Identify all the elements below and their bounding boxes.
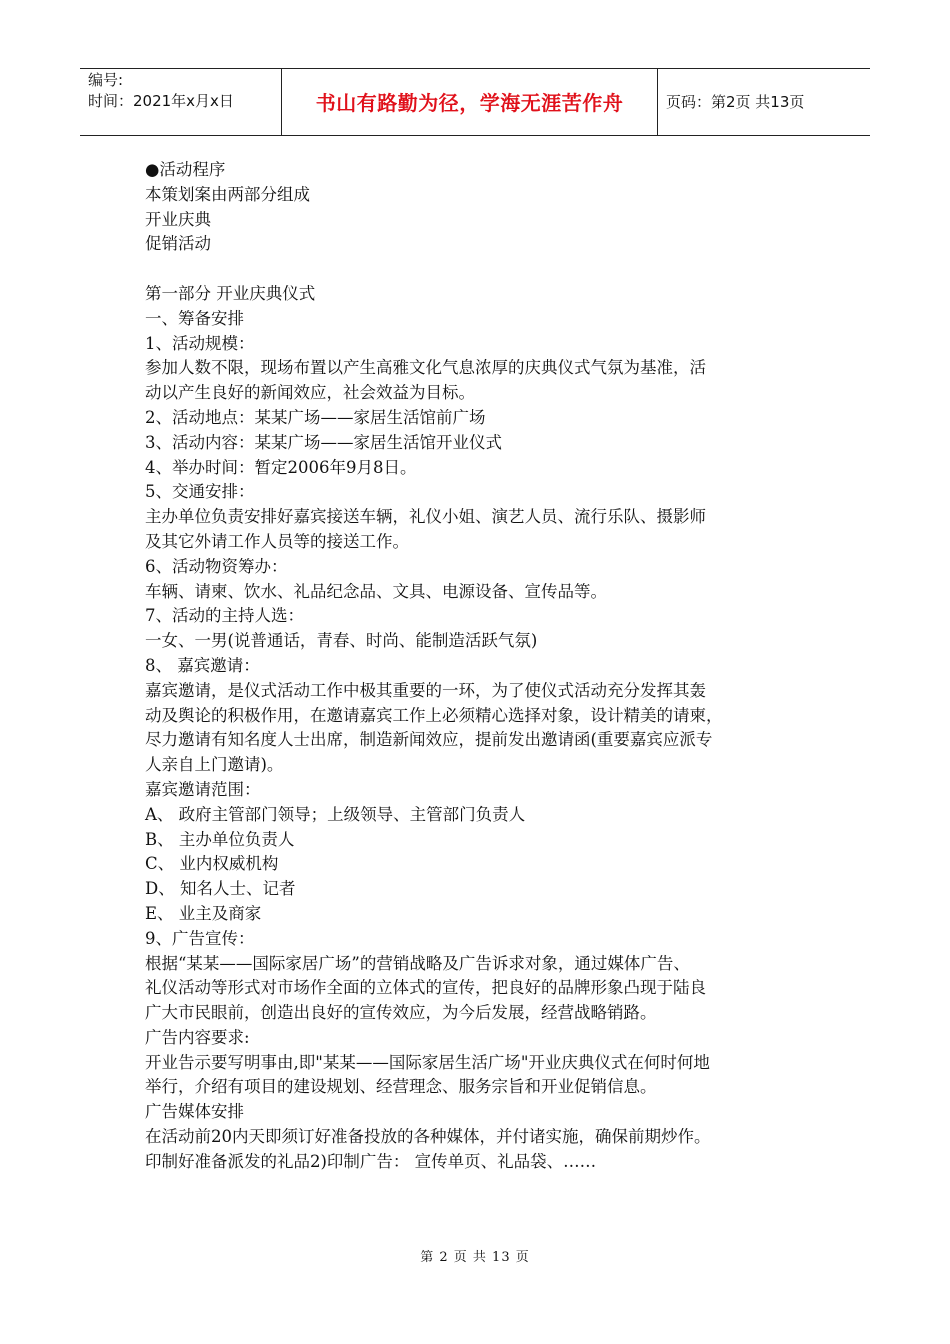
body-line: 广大市民眼前，创造出良好的宣传效应，为今后发展，经营战略销路。 <box>145 1003 657 1023</box>
body-line: 印制好准备派发的礼品2)印制广告： 宣传单页、礼品袋、…… <box>145 1151 597 1171</box>
body-line: 第一部分 开业庆典仪式 <box>145 283 316 303</box>
body-line: 1、活动规模： <box>145 333 255 353</box>
body-line: A、 政府主管部门领导；上级领导、主管部门负责人 <box>145 804 526 824</box>
header-meta <box>88 70 278 112</box>
body-line: 广告内容要求: <box>145 1027 250 1047</box>
body-line: 8、 嘉宾邀请： <box>145 655 260 675</box>
body-line: 开业庆典 <box>145 209 211 229</box>
body-line: 促销活动 <box>145 234 211 254</box>
body-line: 嘉宾邀请，是仪式活动工作中极其重要的一环，为了使仪式活动充分发挥其轰 <box>145 680 706 700</box>
body-line: 一、筹备安排 <box>145 308 244 328</box>
body-line: 6、活动物资筹办： <box>145 556 288 576</box>
body-line: 及其它外请工作人员等的接送工作。 <box>145 531 409 551</box>
body-line: 本策划案由两部分组成 <box>145 184 310 204</box>
document-body <box>145 158 810 1175</box>
blank-line <box>145 257 810 282</box>
body-line: 3、活动内容：某某广场——家居生活馆开业仪式 <box>145 432 502 452</box>
body-line: 广告媒体安排 <box>145 1102 244 1122</box>
header-number-label: 编号: <box>88 71 124 89</box>
body-line: 礼仪活动等形式对市场作全面的立体式的宣传，把良好的品牌形象凸现于陆良 <box>145 978 706 998</box>
body-line: 尽力邀请有知名度人士出席，制造新闻效应，提前发出邀请函(重要嘉宾应派专 <box>145 730 713 750</box>
body-line: 嘉宾邀请范围： <box>145 779 261 799</box>
body-line: 5、交通安排： <box>145 482 255 502</box>
body-line: 车辆、请柬、饮水、礼品纪念品、文具、电源设备、宣传品等。 <box>145 581 607 601</box>
body-line: E、 业主及商家 <box>145 903 262 923</box>
body-line: 7、活动的主持人选： <box>145 606 304 626</box>
page-footer: 第 2 页 共 13 页 <box>420 1250 530 1265</box>
body-line: 举行，介绍有项目的建设规划、经营理念、服务宗旨和开业促销信息。 <box>145 1077 657 1097</box>
body-line: 一女、一男(说普通话，青春、时尚、能制造活跃气氛) <box>145 631 538 651</box>
body-line: B、 主办单位负责人 <box>145 829 295 849</box>
header-bottom-rule <box>80 135 870 136</box>
body-line: D、 知名人士、记者 <box>145 879 296 899</box>
body-line: ●活动程序 <box>145 160 226 179</box>
body-line: 9、广告宣传： <box>145 928 255 948</box>
body-line: 2、活动地点：某某广场——家居生活馆前广场 <box>145 407 486 427</box>
body-line: 动以产生良好的新闻效应，社会效益为目标。 <box>145 383 475 403</box>
body-line: 人亲自上门邀请)。 <box>145 755 284 775</box>
body-line: 主办单位负责安排好嘉宾接送车辆，礼仪小姐、演艺人员、流行乐队、摄影师 <box>145 507 706 527</box>
body-line: 4、举办时间：暂定2006年9月8日。 <box>145 457 417 477</box>
body-line: 动及舆论的积极作用，在邀请嘉宾工作上必须精心选择对象，设计精美的请柬， <box>145 705 723 725</box>
header-divider-left <box>281 68 282 135</box>
body-line: 开业告示要写明事由,即"某某——国际家居生活广场"开业庆典仪式在何时何地 <box>145 1052 710 1072</box>
body-line: 在活动前20内天即须订好准备投放的各种媒体，并付诸实施，确保前期炒作。 <box>145 1127 711 1147</box>
body-line: 根据“某某——国际家居广场”的营销战略及广告诉求对象，通过媒体广告、 <box>145 953 690 973</box>
header-page-info: 页码：第2页 共13页 <box>666 93 805 111</box>
header-divider-right <box>657 68 658 135</box>
body-line: 参加人数不限，现场布置以产生高雅文化气息浓厚的庆典仪式气氛为基准，活 <box>145 358 706 378</box>
body-line: C、 业内权威机构 <box>145 854 279 874</box>
header-date-label: 时间：2021年x月x日 <box>88 92 234 110</box>
header-motto: 书山有路勤为径，学海无涯苦作舟 <box>315 91 624 115</box>
